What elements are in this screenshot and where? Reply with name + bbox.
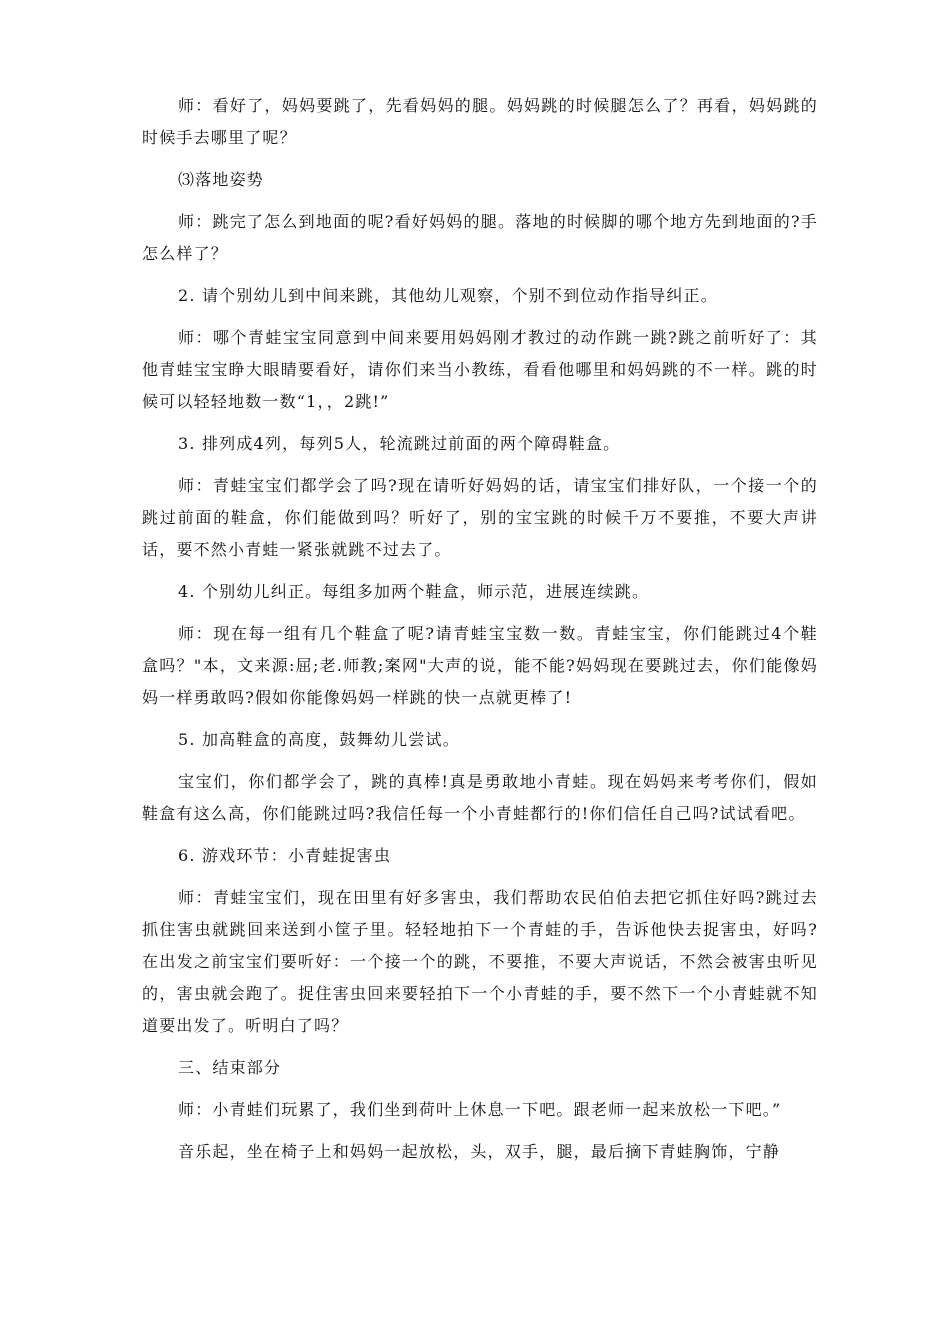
paragraph-teacher-watch-mom: 师：看好了，妈妈要跳了，先看妈妈的腿。妈妈跳的时候腿怎么了？再看，妈妈跳的时候手去哪里了呢？	[142, 96, 818, 147]
step-4-correction: 4. 个别幼儿纠正。每组多加两个鞋盒，师示范，进展连续跳。	[178, 582, 650, 601]
step-5-raise-height: 5. 加高鞋盒的高度，鼓舞幼儿尝试。	[178, 730, 460, 749]
paragraph-teacher-four-boxes: 师：现在每一组有几个鞋盒了呢?请青蛙宝宝数一数。青蛙宝宝，你们能跳过4个鞋盒吗？"本，文来源:屈;老.师教;案网"大声的说，能不能?妈妈现在要跳过去，你们能像妈妈一样勇敢吗?假如你能像妈妈一样跳的快一点就更棒了!	[142, 624, 818, 707]
step-6-game: 6. 游戏环节：小青蛙捉害虫	[178, 846, 392, 865]
paragraph-teacher-middle-jump: 师：哪个青蛙宝宝同意到中间来要用妈妈刚才教过的动作跳一跳?跳之前听好了：其他青蛙宝宝睁大眼睛要看好，请你们来当小教练，看看他哪里和妈妈跳的不一样。跳的时候可以轻轻地数一数“1，，2跳!”	[142, 328, 818, 411]
document-body	[142, 90, 818, 1178]
subheading-landing-posture: ⑶落地姿势	[178, 170, 265, 189]
section-conclusion-heading: 三、结束部分	[178, 1058, 282, 1077]
step-2-individual-jump: 2. 请个别幼儿到中间来跳，其他幼儿观察，个别不到位动作指导纠正。	[178, 286, 718, 305]
paragraph-teacher-landing: 师：跳完了怎么到地面的呢?看好妈妈的腿。落地的时候脚的哪个地方先到地面的?手怎么样了？	[142, 212, 818, 263]
paragraph-music-relax: 音乐起，坐在椅子上和妈妈一起放松，头，双手，腿，最后摘下青蛙胸饰，宁静	[178, 1142, 781, 1161]
paragraph-teacher-catch-pests: 师：青蛙宝宝们，现在田里有好多害虫，我们帮助农民伯伯去把它抓住好吗?跳过去抓住害虫就跳回来送到小筐子里。轻轻地拍下一个青蛙的手，告诉他快去捉害虫，好吗?在出发之前宝宝们要听好：一个接一个的跳，不要推，不要大声说话，不然会被害虫听见的，害虫就会跑了。捉住害虫回来要轻拍下一个小青蛙的手，要不然下一个小青蛙就不知道要出发了。听明白了吗？	[142, 888, 818, 1035]
step-3-line-up: 3. 排列成4列，每列5人，轮流跳过前面的两个障碍鞋盒。	[178, 434, 621, 453]
paragraph-teacher-line-up: 师：青蛙宝宝们都学会了吗?现在请听好妈妈的话，请宝宝们排好队，一个接一个的跳过前面的鞋盒，你们能做到吗？听好了，别的宝宝跳的时候千万不要推，不要大声讲话，要不然小青蛙一紧张就跳不过去了。	[142, 476, 818, 559]
paragraph-teacher-relax: 师：小青蛙们玩累了，我们坐到荷叶上休息一下吧。跟老师一起来放松一下吧。”	[178, 1100, 782, 1119]
paragraph-babies-encourage: 宝宝们，你们都学会了，跳的真棒!真是勇敢地小青蛙。现在妈妈来考考你们，假如鞋盒有这么高，你们能跳过吗?我信任每一个小青蛙都行的!你们信任自己吗?试试看吧。	[142, 772, 818, 823]
